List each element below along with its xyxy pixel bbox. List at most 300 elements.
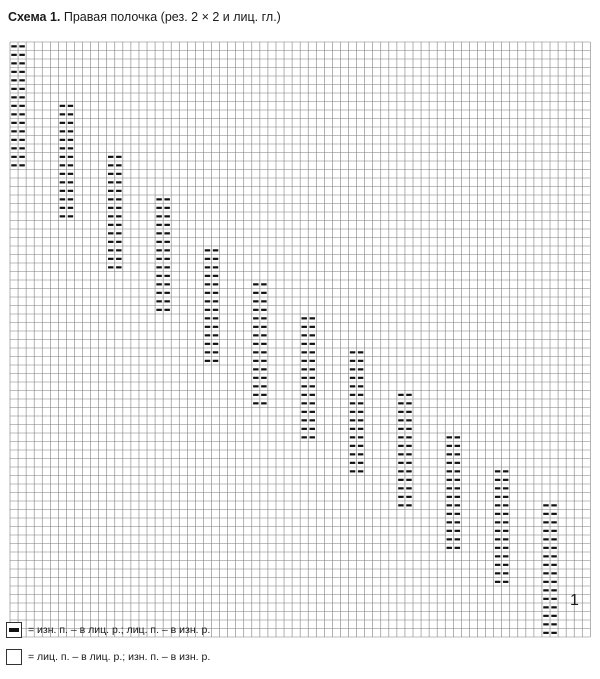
purl-stitch-mark — [116, 181, 121, 183]
purl-stitch-mark — [398, 470, 403, 472]
purl-stitch-mark — [108, 181, 113, 183]
purl-stitch-mark — [543, 504, 548, 506]
purl-stitch-mark — [301, 326, 306, 328]
purl-stitch-mark — [116, 215, 121, 217]
purl-stitch-mark — [455, 462, 460, 464]
purl-stitch-mark — [551, 555, 556, 557]
purl-stitch-mark — [495, 555, 500, 557]
purl-stitch-mark — [406, 496, 411, 498]
purl-stitch-mark — [108, 198, 113, 200]
purl-stitch-mark — [455, 538, 460, 540]
purl-stitch-mark — [503, 538, 508, 540]
purl-stitch-mark — [406, 479, 411, 481]
purl-stitch-mark — [455, 479, 460, 481]
purl-stitch-mark — [398, 445, 403, 447]
purl-stitch-mark — [495, 487, 500, 489]
purl-stitch-mark — [19, 62, 24, 64]
purl-stitch-mark — [310, 394, 315, 396]
purl-stitch-mark — [261, 360, 266, 362]
purl-stitch-mark — [164, 292, 169, 294]
purl-stitch-mark — [253, 402, 258, 404]
purl-stitch-mark — [310, 411, 315, 413]
purl-stitch-mark — [406, 453, 411, 455]
purl-stitch-mark — [503, 487, 508, 489]
purl-stitch-mark — [301, 428, 306, 430]
purl-stitch-mark — [455, 487, 460, 489]
purl-stitch-mark — [503, 470, 508, 472]
purl-stitch-mark — [398, 436, 403, 438]
purl-stitch-mark — [358, 385, 363, 387]
purl-stitch-mark — [551, 589, 556, 591]
purl-stitch-mark — [205, 266, 210, 268]
legend-text-knit: = лиц. п. – в лиц. р.; изн. п. – в изн. р. — [28, 651, 211, 663]
purl-stitch-mark — [68, 156, 73, 158]
purl-stitch-mark — [108, 164, 113, 166]
purl-stitch-mark — [406, 394, 411, 396]
purl-stitch-mark — [543, 555, 548, 557]
purl-stitch-mark — [205, 292, 210, 294]
purl-stitch-mark — [19, 113, 24, 115]
purl-stitch-mark — [261, 326, 266, 328]
purl-stitch-mark — [447, 530, 452, 532]
purl-stitch-mark — [495, 470, 500, 472]
chart-title-text: Правая полочка (рез. 2 × 2 и лиц. гл.) — [60, 10, 281, 24]
purl-stitch-mark — [398, 428, 403, 430]
purl-stitch-mark — [60, 122, 65, 124]
purl-stitch-mark — [447, 521, 452, 523]
purl-stitch-mark — [358, 377, 363, 379]
purl-stitch-mark — [301, 377, 306, 379]
purl-stitch-mark — [116, 258, 121, 260]
purl-stitch-mark — [213, 300, 218, 302]
purl-stitch-mark — [116, 190, 121, 192]
purl-stitch-mark — [350, 462, 355, 464]
purl-stitch-mark — [543, 564, 548, 566]
purl-stitch-mark — [543, 606, 548, 608]
purl-stitch-mark — [358, 411, 363, 413]
purl-stitch-mark — [447, 513, 452, 515]
purl-stitch-mark — [116, 198, 121, 200]
purl-stitch-mark — [164, 275, 169, 277]
purl-stitch-mark — [213, 351, 218, 353]
purl-stitch-mark — [261, 309, 266, 311]
purl-stitch-mark — [213, 343, 218, 345]
purl-stitch-mark — [156, 275, 161, 277]
purl-stitch-mark — [447, 504, 452, 506]
purl-stitch-mark — [503, 581, 508, 583]
purl-stitch-mark — [447, 470, 452, 472]
purl-stitch-mark — [495, 479, 500, 481]
purl-stitch-mark — [543, 538, 548, 540]
purl-stitch-mark — [398, 411, 403, 413]
purl-stitch-mark — [447, 436, 452, 438]
purl-stitch-mark — [447, 479, 452, 481]
purl-stitch-mark — [455, 521, 460, 523]
purl-stitch-mark — [19, 147, 24, 149]
purl-stitch-mark — [116, 232, 121, 234]
purl-stitch-mark — [11, 71, 16, 73]
purl-stitch-mark — [455, 496, 460, 498]
purl-stitch-mark — [350, 470, 355, 472]
purl-stitch-mark — [19, 88, 24, 90]
purl-stitch-mark — [253, 343, 258, 345]
purl-stitch-mark — [60, 207, 65, 209]
purl-stitch-mark — [164, 283, 169, 285]
legend-item-knit — [6, 649, 210, 665]
purl-stitch-mark — [358, 351, 363, 353]
purl-stitch-mark — [406, 419, 411, 421]
purl-stitch-mark — [350, 360, 355, 362]
purl-stitch-mark — [455, 504, 460, 506]
purl-stitch-mark — [543, 572, 548, 574]
purl-stitch-mark — [108, 258, 113, 260]
purl-stitch-mark — [164, 300, 169, 302]
purl-stitch-mark — [543, 530, 548, 532]
purl-stitch-mark — [310, 402, 315, 404]
purl-stitch-mark — [156, 266, 161, 268]
purl-stitch-mark — [350, 385, 355, 387]
purl-stitch-mark — [551, 606, 556, 608]
purl-stitch-mark — [68, 164, 73, 166]
purl-stitch-mark — [116, 241, 121, 243]
purl-stitch-mark — [19, 54, 24, 56]
purl-stitch-mark — [358, 402, 363, 404]
purl-stitch-mark — [350, 402, 355, 404]
row-number-label: 1 — [570, 592, 579, 609]
purl-stitch-mark — [253, 351, 258, 353]
purl-stitch-mark — [543, 513, 548, 515]
purl-stitch-mark — [213, 283, 218, 285]
purl-stitch-mark — [551, 513, 556, 515]
purl-stitch-mark — [310, 360, 315, 362]
purl-stitch-mark — [310, 368, 315, 370]
purl-stitch-mark — [261, 351, 266, 353]
purl-stitch-mark — [350, 419, 355, 421]
purl-stitch-mark — [253, 385, 258, 387]
purl-stitch-mark — [164, 249, 169, 251]
purl-stitch-mark — [11, 147, 16, 149]
purl-stitch-mark — [19, 96, 24, 98]
purl-stitch-mark — [253, 300, 258, 302]
purl-stitch-mark — [350, 394, 355, 396]
purl-stitch-mark — [301, 343, 306, 345]
purl-stitch-mark — [503, 555, 508, 557]
purl-stitch-mark — [108, 224, 113, 226]
purl-stitch-mark — [253, 394, 258, 396]
purl-stitch-mark — [213, 258, 218, 260]
purl-stitch-mark — [164, 241, 169, 243]
purl-stitch-mark — [11, 113, 16, 115]
purl-stitch-mark — [398, 462, 403, 464]
purl-stitch-mark — [205, 317, 210, 319]
purl-stitch-mark — [11, 122, 16, 124]
purl-stitch-mark — [398, 402, 403, 404]
purl-stitch-mark — [19, 164, 24, 166]
purl-stitch-mark — [68, 181, 73, 183]
purl-stitch-mark — [19, 45, 24, 47]
purl-stitch-mark — [261, 385, 266, 387]
purl-stitch-mark — [116, 249, 121, 251]
purl-stitch-mark — [310, 385, 315, 387]
purl-stitch-mark — [164, 309, 169, 311]
purl-stitch-mark — [495, 581, 500, 583]
purl-stitch-mark — [11, 96, 16, 98]
purl-stitch-mark — [406, 470, 411, 472]
purl-stitch-mark — [253, 309, 258, 311]
purl-stitch-mark — [68, 173, 73, 175]
purl-stitch-mark — [350, 368, 355, 370]
purl-stitch-mark — [19, 156, 24, 158]
purl-stitch-mark — [261, 402, 266, 404]
purl-stitch-mark — [358, 436, 363, 438]
purl-stitch-mark — [261, 343, 266, 345]
purl-stitch-mark — [68, 122, 73, 124]
purl-stitch-mark — [108, 173, 113, 175]
purl-stitch-mark — [455, 513, 460, 515]
purl-stitch-mark — [213, 334, 218, 336]
purl-stitch-mark — [551, 581, 556, 583]
purl-stitch-mark — [261, 368, 266, 370]
purl-stitch-mark — [11, 105, 16, 107]
purl-stitch-mark — [455, 453, 460, 455]
purl-stitch-mark — [406, 445, 411, 447]
purl-stitch-mark — [398, 504, 403, 506]
purl-stitch-mark — [503, 564, 508, 566]
purl-stitch-mark — [310, 351, 315, 353]
purl-stitch-mark — [213, 326, 218, 328]
purl-stitch-mark — [398, 394, 403, 396]
purl-stitch-mark — [156, 283, 161, 285]
purl-stitch-mark — [116, 164, 121, 166]
purl-stitch-mark — [543, 589, 548, 591]
purl-stitch-mark — [301, 394, 306, 396]
purl-stitch-mark — [68, 215, 73, 217]
purl-stitch-mark — [68, 190, 73, 192]
purl-stitch-mark — [116, 173, 121, 175]
chart-title-bold: Схема 1. — [8, 10, 61, 24]
purl-stitch-mark — [543, 632, 548, 634]
purl-stitch-mark — [455, 436, 460, 438]
purl-stitch-mark — [11, 130, 16, 132]
purl-stitch-mark — [503, 547, 508, 549]
purl-stitch-mark — [156, 300, 161, 302]
purl-stitch-mark — [551, 615, 556, 617]
purl-stitch-mark — [60, 147, 65, 149]
purl-stitch-mark — [503, 513, 508, 515]
purl-stitch-mark — [358, 445, 363, 447]
purl-stitch-mark — [543, 521, 548, 523]
purl-stitch-mark — [447, 487, 452, 489]
purl-stitch-mark — [358, 428, 363, 430]
purl-stitch-mark — [503, 530, 508, 532]
purl-stitch-mark — [68, 139, 73, 141]
purl-stitch-mark — [213, 292, 218, 294]
purl-stitch-mark — [406, 411, 411, 413]
purl-stitch-mark — [213, 249, 218, 251]
purl-stitch-mark — [213, 266, 218, 268]
purl-stitch-mark — [310, 326, 315, 328]
purl-stitch-mark — [253, 360, 258, 362]
purl-stitch-mark — [301, 351, 306, 353]
purl-stitch-mark — [455, 470, 460, 472]
purl-stitch-mark — [60, 173, 65, 175]
purl-stitch-mark — [68, 105, 73, 107]
purl-stitch-mark — [406, 487, 411, 489]
purl-stitch-mark — [301, 334, 306, 336]
purl-stitch-mark — [406, 462, 411, 464]
purl-stitch-mark — [358, 360, 363, 362]
purl-stitch-mark — [68, 113, 73, 115]
purl-stitch-mark — [406, 436, 411, 438]
purl-stitch-mark — [108, 266, 113, 268]
purl-stitch-mark — [156, 198, 161, 200]
purl-stitch-mark — [60, 215, 65, 217]
purl-stitch-mark — [310, 334, 315, 336]
purl-stitch-mark — [164, 224, 169, 226]
purl-stitch-mark — [551, 504, 556, 506]
purl-stitch-mark — [60, 113, 65, 115]
purl-stitch-mark — [551, 547, 556, 549]
purl-stitch-mark — [205, 283, 210, 285]
purl-stitch-mark — [205, 360, 210, 362]
purl-stitch-mark — [261, 377, 266, 379]
purl-stitch-mark — [253, 326, 258, 328]
purl-stitch-mark — [261, 283, 266, 285]
purl-stitch-mark — [156, 292, 161, 294]
purl-stitch-mark — [261, 317, 266, 319]
purl-stitch-mark — [11, 156, 16, 158]
purl-stitch-mark — [164, 198, 169, 200]
purl-stitch-mark — [551, 632, 556, 634]
purl-stitch-mark — [60, 181, 65, 183]
purl-stitch-mark — [350, 377, 355, 379]
purl-stitch-mark — [205, 249, 210, 251]
purl-stitch-mark — [116, 266, 121, 268]
purl-stitch-mark — [447, 445, 452, 447]
purl-stitch-mark — [406, 504, 411, 506]
purl-stitch-mark — [164, 266, 169, 268]
purl-stitch-mark — [310, 428, 315, 430]
purl-stitch-mark — [261, 394, 266, 396]
purl-stitch-mark — [60, 156, 65, 158]
purl-stitch-mark — [205, 334, 210, 336]
purl-stitch-mark — [551, 623, 556, 625]
purl-stitch-mark — [358, 462, 363, 464]
purl-stitch-mark — [156, 232, 161, 234]
purl-stitch-mark — [301, 411, 306, 413]
purl-stitch-mark — [116, 156, 121, 158]
purl-stitch-mark — [11, 139, 16, 141]
purl-stitch-mark — [350, 453, 355, 455]
purl-stitch-mark — [68, 147, 73, 149]
purl-stitch-mark — [398, 453, 403, 455]
purl-stitch-mark — [350, 351, 355, 353]
purl-stitch-mark — [358, 470, 363, 472]
knit-icon — [6, 649, 22, 665]
purl-stitch-mark — [495, 564, 500, 566]
purl-stitch-mark — [68, 207, 73, 209]
purl-stitch-mark — [253, 368, 258, 370]
purl-stitch-mark — [19, 122, 24, 124]
purl-stitch-mark — [543, 623, 548, 625]
purl-stitch-mark — [301, 317, 306, 319]
purl-stitch-mark — [551, 521, 556, 523]
purl-stitch-mark — [503, 504, 508, 506]
purl-stitch-mark — [156, 207, 161, 209]
purl-icon — [6, 622, 22, 638]
purl-stitch-mark — [205, 343, 210, 345]
purl-stitch-mark — [68, 130, 73, 132]
purl-stitch-mark — [213, 317, 218, 319]
purl-stitch-mark — [108, 207, 113, 209]
purl-stitch-mark — [447, 453, 452, 455]
purl-stitch-mark — [60, 190, 65, 192]
purl-stitch-mark — [398, 419, 403, 421]
legend-text-purl: = изн. п. – в лиц. р.; лиц. п. – в изн. р. — [28, 624, 211, 636]
purl-stitch-mark — [310, 317, 315, 319]
purl-stitch-mark — [310, 343, 315, 345]
purl-stitch-mark — [455, 445, 460, 447]
purl-stitch-mark — [205, 300, 210, 302]
purl-stitch-mark — [164, 215, 169, 217]
purl-stitch-mark — [108, 190, 113, 192]
purl-stitch-mark — [261, 292, 266, 294]
purl-stitch-mark — [156, 215, 161, 217]
purl-stitch-mark — [495, 572, 500, 574]
purl-stitch-mark — [156, 258, 161, 260]
purl-stitch-mark — [164, 232, 169, 234]
purl-stitch-mark — [543, 615, 548, 617]
purl-stitch-mark — [116, 224, 121, 226]
legend-item-purl — [6, 622, 210, 638]
purl-stitch-mark — [543, 547, 548, 549]
purl-stitch-mark — [350, 428, 355, 430]
purl-stitch-mark — [350, 411, 355, 413]
purl-stitch-mark — [205, 309, 210, 311]
purl-stitch-mark — [108, 249, 113, 251]
purl-stitch-mark — [60, 130, 65, 132]
purl-stitch-mark — [406, 402, 411, 404]
purl-stitch-mark — [164, 207, 169, 209]
purl-stitch-mark — [19, 139, 24, 141]
purl-stitch-mark — [253, 283, 258, 285]
purl-stitch-mark — [398, 479, 403, 481]
purl-stitch-mark — [406, 428, 411, 430]
purl-stitch-mark — [495, 538, 500, 540]
purl-stitch-mark — [301, 368, 306, 370]
purl-stitch-mark — [358, 453, 363, 455]
purl-stitch-mark — [261, 300, 266, 302]
purl-stitch-mark — [19, 105, 24, 107]
purl-stitch-mark — [60, 139, 65, 141]
purl-stitch-mark — [253, 317, 258, 319]
purl-stitch-mark — [213, 360, 218, 362]
purl-stitch-mark — [447, 538, 452, 540]
purl-stitch-mark — [358, 368, 363, 370]
purl-stitch-mark — [503, 521, 508, 523]
purl-stitch-mark — [301, 419, 306, 421]
purl-stitch-mark — [551, 530, 556, 532]
purl-stitch-mark — [301, 360, 306, 362]
purl-stitch-mark — [301, 436, 306, 438]
purl-stitch-mark — [551, 598, 556, 600]
purl-stitch-mark — [205, 258, 210, 260]
purl-stitch-mark — [253, 292, 258, 294]
purl-stitch-mark — [495, 530, 500, 532]
purl-stitch-mark — [503, 496, 508, 498]
purl-stitch-mark — [447, 547, 452, 549]
purl-stitch-mark — [310, 377, 315, 379]
